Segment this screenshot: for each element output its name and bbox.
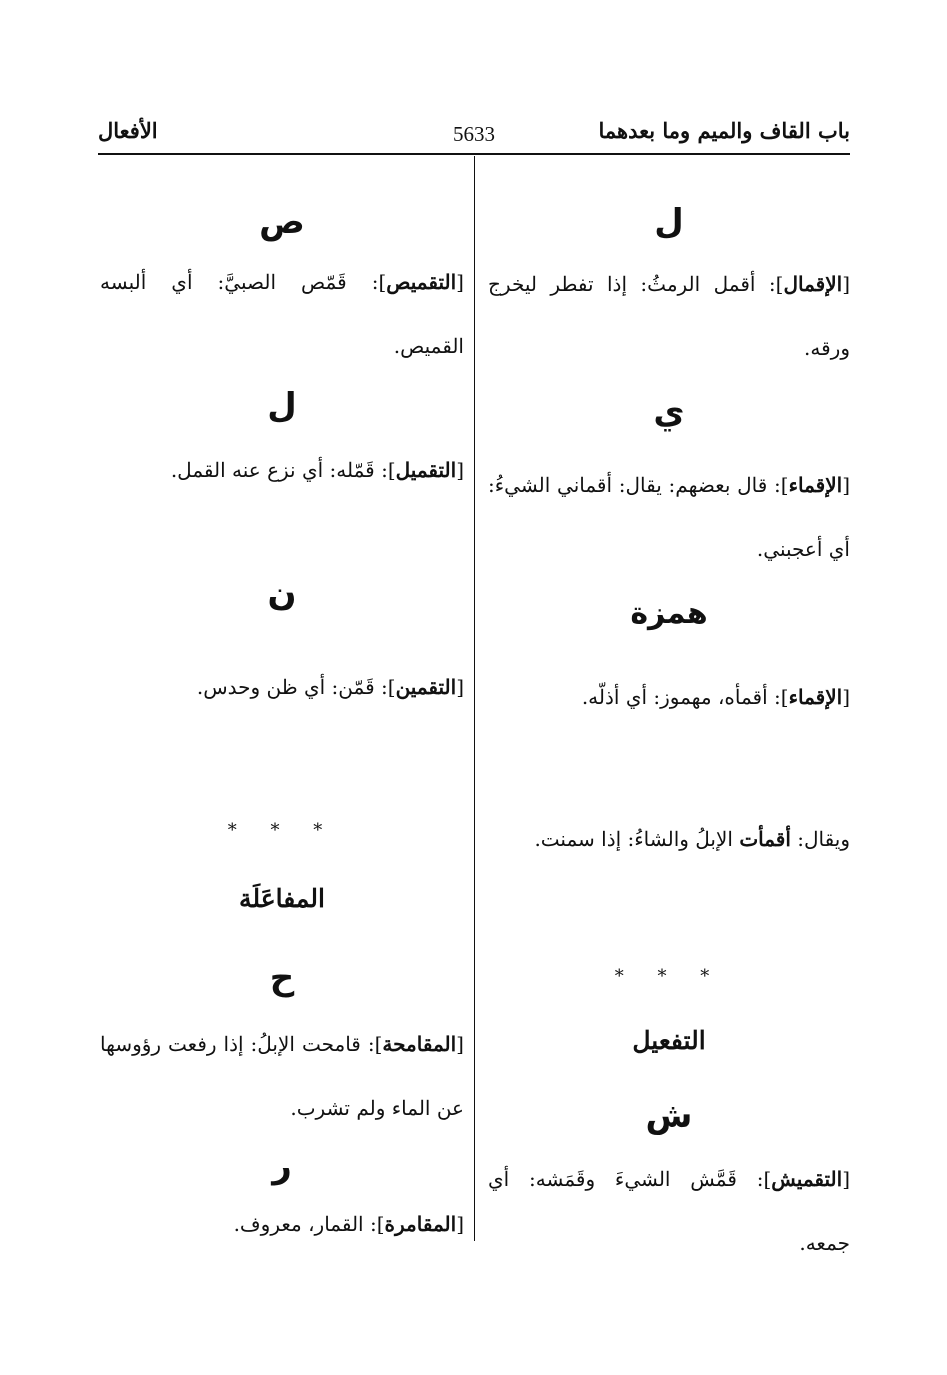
entry-definition: قَمّله: أي نزع عنه القمل. (170, 458, 375, 482)
entry-definition: قَمّن: أي ظن وحدس. (196, 675, 375, 699)
entry-iqma: [الإقماء]: قال بعضهم: يقال: أقماني الشيءُ: أي أعجبني. (488, 473, 850, 561)
entry-definition: قَمَّش الشيءَ وقَمَشه: أي جمعه. (488, 1167, 850, 1255)
right-column (488, 156, 850, 1256)
entry-taqmil: [التقميل]: قَمّله: أي نزع عنه القمل. (170, 458, 464, 482)
entry-keyword: الإقماء (788, 685, 843, 709)
header-rule (98, 153, 850, 155)
entry-yuqal (488, 807, 850, 871)
entry-definition: القمار، معروف. (233, 1212, 364, 1236)
entry-keyword: الإقماء (788, 473, 843, 497)
entry-muqamara: [المقامرة]: القمار، معروف. (233, 1212, 464, 1236)
letter-heading-ha: ح (269, 958, 295, 998)
entry-iqma-hamza: [الإقماء]: أقمأه، مهموز: أي أذلّه. (581, 685, 850, 709)
letter-heading-ra: ر (272, 1146, 292, 1186)
letter-heading-sad: ص (259, 202, 305, 242)
header-section-title: الأفعال (98, 118, 158, 143)
entry-iqmal: [الإقمال]: أقمل الرمثُ: إذا تفطر ليخرج ورقه. (488, 272, 850, 360)
letter-heading-ya: ي (653, 392, 685, 432)
entry-keyword: التقمين (395, 675, 457, 699)
letter-heading-shin: ش (645, 1096, 693, 1136)
header-chapter-title: باب القاف والميم وما بعدهما (598, 118, 850, 143)
entry-keyword: التقميش (771, 1167, 843, 1191)
entry-definition: قامحت الإبلُ: إذا رفعت رؤوسها عن الماء ولم تشرب. (100, 1032, 464, 1120)
letter-heading-nun: ن (267, 574, 297, 614)
entry-definition: أقمل الرمثُ: إذا تفطر ليخرج ورقه. (488, 272, 850, 360)
entry-keyword: المقامرة (384, 1212, 457, 1236)
entry-keyword: التقميل (395, 458, 457, 482)
entry-keyword: التقميص (386, 270, 457, 294)
letter-heading-lam: ل (267, 386, 297, 426)
letter-heading-hamza: همزة (630, 596, 708, 631)
entry-definition: أقمأه، مهموز: أي أذلّه. (581, 685, 768, 709)
section-divider-stars: * * * (227, 820, 337, 841)
entry-keyword: المقامحة (382, 1032, 457, 1056)
entry-keyword: الإقمال (783, 272, 843, 296)
entry-definition: قَمّص الصبيَّ: أي ألبسه القميص. (100, 270, 464, 358)
entry-taqmis: [التقميص]: قَمّص الصبيَّ: أي ألبسه القميص. (100, 270, 464, 358)
entry-definition: قال بعضهم: يقال: أقماني الشيءُ: أي أعجبني. (488, 473, 850, 561)
entry-definition: الإبلُ والشاءُ: إذا سمنت. (534, 827, 733, 851)
left-column (100, 156, 464, 1256)
entry-prefix: ويقال: (797, 827, 850, 851)
entry-taqmish: [التقميش]: قَمَّش الشيءَ وقَمَشه: أي جمعه. (488, 1167, 850, 1255)
entry-muqamaha: [المقامحة]: قامحت الإبلُ: إذا رفعت رؤوسها عن الماء ولم تشرب. (100, 1032, 464, 1120)
section-heading-tafil: التفعيل (632, 1026, 706, 1055)
section-heading-mufaala: المفاعَلَة (239, 884, 325, 913)
entry-keyword: أقمأت (739, 827, 791, 851)
column-divider (474, 156, 475, 1241)
page-number: 5633 (453, 122, 495, 146)
letter-heading-lam: ل (654, 202, 684, 242)
running-header (98, 118, 850, 158)
entry-taqmin: [التقمين]: قَمّن: أي ظن وحدس. (196, 675, 464, 699)
section-divider-stars: * * * (614, 966, 724, 987)
